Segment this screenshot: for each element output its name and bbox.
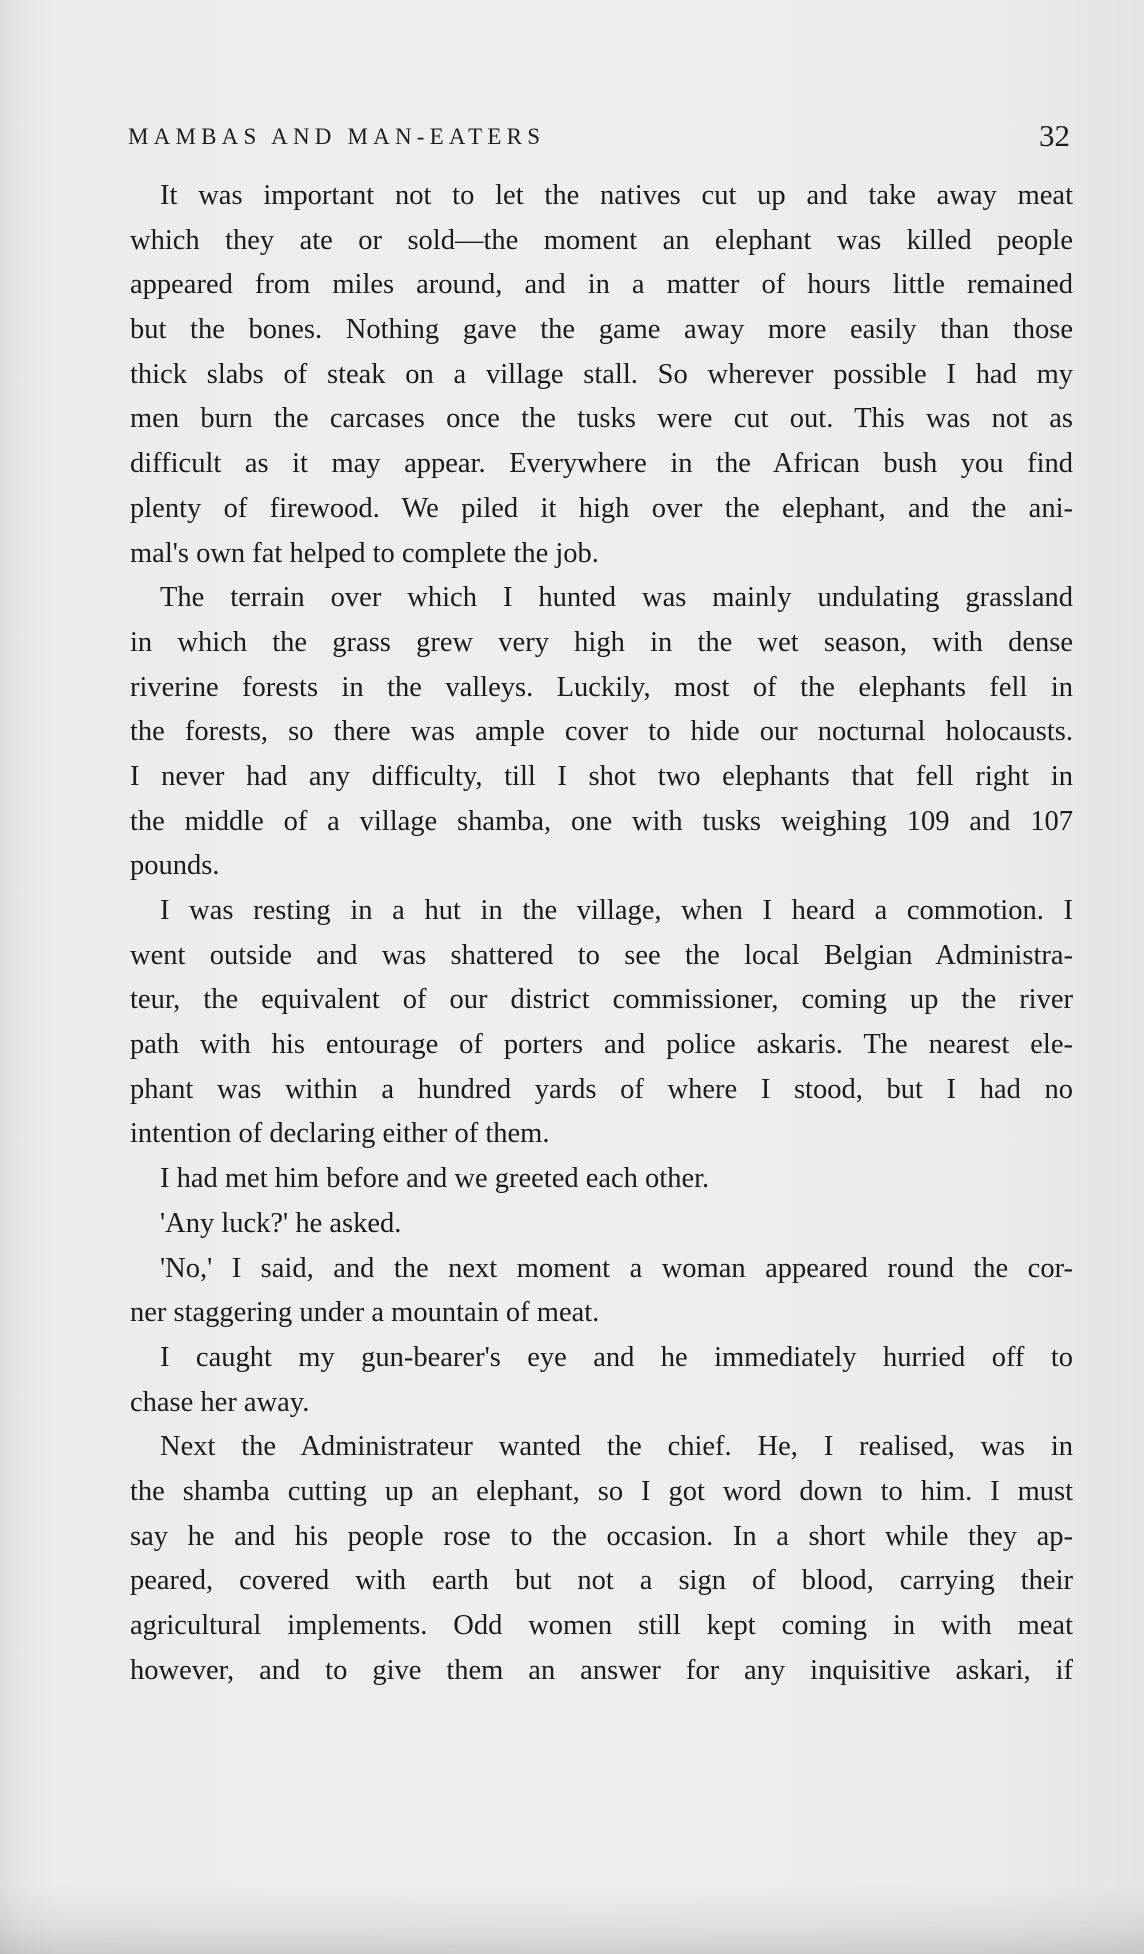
page-number: 32 (1039, 118, 1070, 153)
text-line: in which the grass grew very high in the wet season, with dense (130, 626, 1073, 658)
paragraph (128, 1247, 1073, 1336)
paragraph (128, 576, 1073, 889)
text-line: The terrain over which I hunted was mainly undulating grassland (160, 582, 1073, 614)
paragraph (128, 889, 1073, 1157)
text-line: ner staggering under a mountain of meat. (130, 1297, 600, 1329)
running-head (128, 118, 1070, 158)
text-line: plenty of firewood. We piled it high over the elephant, and the ani- (130, 492, 1073, 524)
text-line: Next the Administrateur wanted the chief. He, I realised, was in (160, 1431, 1073, 1463)
text-line: thick slabs of steak on a village stall. So wherever possible I had my (130, 358, 1073, 390)
text-line: the middle of a village shamba, one with tusks weighing 109 and 107 (130, 805, 1073, 837)
text-line: 'Any luck?' he asked. (160, 1207, 402, 1239)
running-head-title: MAMBAS AND MAN-EATERS (128, 124, 546, 149)
text-line: peared, covered with earth but not a sign of blood, carrying their (130, 1565, 1073, 1597)
paragraph (128, 174, 1073, 576)
text-line: say he and his people rose to the occasion. In a short while they ap- (130, 1520, 1073, 1552)
text-line: intention of declaring either of them. (130, 1118, 550, 1150)
text-line: chase her away. (130, 1386, 310, 1418)
text-line: riverine forests in the valleys. Luckily, most of the elephants fell in (130, 671, 1073, 703)
paragraph (128, 1336, 1073, 1425)
text-line: difficult as it may appear. Everywhere in the African bush you find (130, 448, 1073, 480)
text-line: I was resting in a hut in the village, when I heard a commotion. I (160, 895, 1073, 926)
text-line: It was important not to let the natives cut up and take away meat (160, 180, 1073, 211)
text-line: I never had any difficulty, till I shot two elephants that fell right in (130, 760, 1073, 792)
text-line: the shamba cutting up an elephant, so I got word down to him. I must (130, 1475, 1073, 1507)
text-line: appeared from miles around, and in a matter of hours little remained (130, 269, 1073, 301)
paragraph (128, 1202, 1073, 1247)
text-line: which they ate or sold—the moment an elephant was killed people (130, 224, 1073, 256)
text-line: I caught my gun-bearer's eye and he immediately hurried off to (160, 1341, 1073, 1373)
text-line: but the bones. Nothing gave the game away more easily than those (130, 314, 1073, 346)
text-line: men burn the carcases once the tusks were cut out. This was not as (130, 403, 1073, 435)
text-line: 'No,' I said, and the next moment a woman appeared round the cor- (160, 1252, 1073, 1284)
text-line: the forests, so there was ample cover to hide our nocturnal holocausts. (130, 716, 1073, 748)
text-line: I had met him before and we greeted each other. (160, 1163, 710, 1195)
text-line: phant was within a hundred yards of where I stood, but I had no (130, 1073, 1073, 1105)
body-text (128, 174, 1073, 1693)
paragraph (128, 1425, 1073, 1693)
paragraph (128, 1157, 1073, 1202)
text-line: went outside and was shattered to see the local Belgian Administra- (130, 939, 1073, 971)
text-line: path with his entourage of porters and police askaris. The nearest ele- (130, 1029, 1073, 1061)
text-line: agricultural implements. Odd women still kept coming in with meat (130, 1610, 1073, 1641)
text-line: however, and to give them an answer for any inquisitive askari, if (130, 1654, 1073, 1686)
text-line: mal's own fat helped to complete the job. (130, 537, 599, 569)
text-line: pounds. (130, 850, 220, 882)
text-line: teur, the equivalent of our district commissioner, coming up the river (130, 984, 1073, 1016)
